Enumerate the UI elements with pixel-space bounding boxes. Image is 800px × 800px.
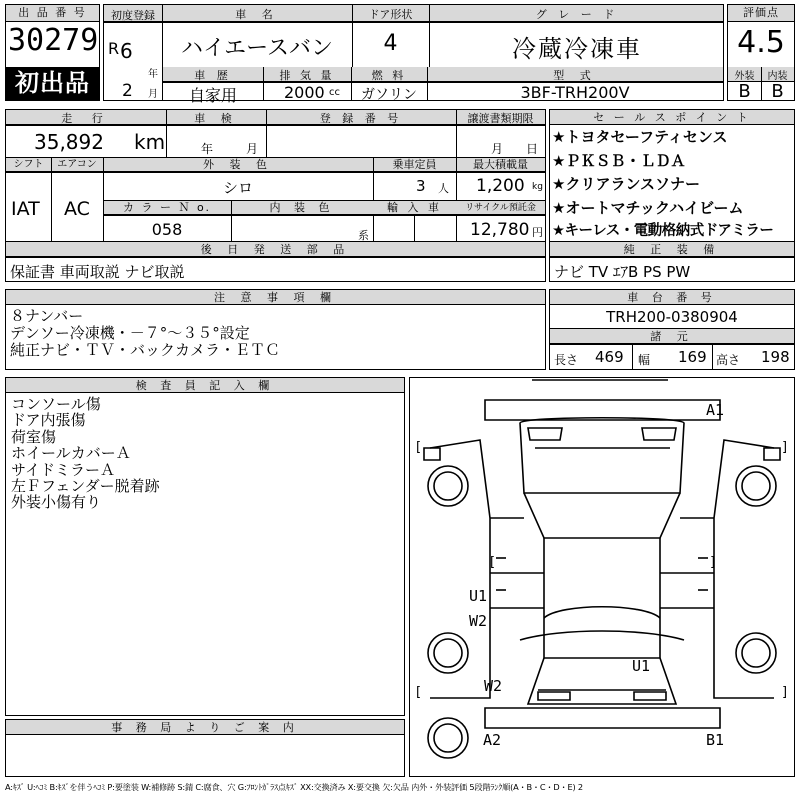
fuel-label: 燃 料: [371, 69, 407, 82]
later-parts-label: 後 日 発 送 部 品: [6, 242, 545, 257]
capacity-label: 乗車定員: [392, 158, 437, 171]
svg-text:]: ]: [710, 555, 716, 570]
lot-number-label: 出 品 番 号: [6, 5, 99, 22]
first-reg-label: 初度登録: [111, 9, 155, 22]
displacement-unit: cc: [329, 87, 340, 98]
length-label: 長さ: [554, 353, 579, 367]
mark-u1-left: U1: [469, 587, 488, 605]
car-name: ハイエースバン: [180, 36, 334, 61]
later-parts: 保証書 車両取説 ナビ取説: [10, 263, 185, 281]
mark-w2-left-upper: W2: [469, 612, 488, 630]
inspector-line: ホイールカバーＡ: [11, 444, 131, 463]
inspector-line: 外装小傷有り: [11, 493, 102, 512]
height-label: 高さ: [716, 353, 741, 367]
vehicle-info-table: [103, 4, 724, 105]
exterior-grade: B: [738, 81, 751, 102]
inspector-line: ドア内張傷: [11, 411, 86, 430]
model: 3BF-TRH200V: [520, 83, 630, 102]
inspector-lines: [11, 396, 160, 511]
notes-lines: [10, 308, 280, 359]
ac-label: エアコン: [57, 159, 97, 170]
sales-point: ★クリアランスソナー: [552, 175, 700, 193]
sales-points-box: [549, 109, 795, 282]
mileage-label: 走 行: [61, 112, 111, 125]
office-box: [5, 719, 405, 777]
ext-color-label: 外 装 色: [203, 158, 273, 171]
width-label: 幅: [638, 353, 651, 367]
inspector-line: 左Ｆフェンダー脱着跡: [11, 477, 160, 496]
capacity-unit: 人: [438, 182, 449, 195]
note-line: ８ナンバー: [10, 307, 84, 325]
inspection-label: 車 検: [194, 112, 238, 125]
displacement: 2000: [284, 83, 325, 102]
interior-grade: B: [771, 81, 784, 102]
inspector-box: [5, 377, 405, 716]
model-label: 型 式: [553, 69, 597, 82]
damage-diagram: [409, 377, 795, 777]
mark-b1: B1: [706, 731, 725, 749]
inspector-line: コンソール傷: [11, 395, 101, 413]
month: 2: [122, 81, 133, 101]
mark-w2-left-lower: W2: [484, 677, 503, 695]
sales-point: ★ＰＫＳＢ・ＬＤＡ: [552, 151, 686, 170]
svg-text:]: ]: [782, 685, 788, 700]
score-box: [727, 4, 795, 101]
recycle: 12,780: [470, 220, 530, 240]
lot-number: 30279: [8, 23, 99, 58]
displacement-label: 排 気 量: [279, 69, 335, 82]
sales-points-label: セ ー ル ス ポ イ ン ト: [550, 110, 794, 125]
color-no-label: カ ラ ー Ｎ o.: [122, 201, 212, 214]
score: 4.5: [737, 25, 785, 60]
door-label: ドア形状: [368, 8, 413, 21]
chassis-box: [549, 289, 795, 370]
shift: IAT: [11, 198, 40, 220]
notes-box: [5, 289, 546, 370]
capacity: 3: [416, 177, 426, 195]
chassis-number: TRH200-0380904: [606, 308, 738, 326]
score-label: 評価点: [728, 5, 794, 22]
interior-label: 内装: [767, 71, 788, 82]
chassis-label: 車 台 番 号: [550, 290, 794, 305]
inspector-line: 荷室傷: [11, 427, 57, 446]
max-load-label: 最大積載量: [473, 158, 528, 171]
mark-a2: A2: [483, 731, 502, 749]
grade: 冷蔵冷凍車: [512, 35, 642, 63]
fuel: ガソリン: [361, 87, 417, 103]
note-line: 純正ナビ・ＴＶ・バックカメラ・ＥＴＣ: [10, 341, 281, 359]
length: 469: [595, 348, 624, 366]
mileage: 35,892: [34, 130, 104, 154]
svg-text:]: ]: [782, 440, 788, 455]
equipment: ナビ TV ｴｱB PS PW: [554, 263, 691, 281]
sales-points-list: [552, 126, 773, 244]
history-label: 車 歴: [194, 69, 232, 82]
svg-text:[: [: [416, 685, 422, 700]
shift-label: シフト: [13, 159, 44, 170]
note-line: デンソー冷凍機・－７°～３５°設定: [10, 324, 250, 342]
grade-label: グ レ ー ド: [535, 8, 619, 21]
first-listing-badge: 初出品: [6, 67, 99, 100]
int-color-label: 内 装 色: [269, 201, 335, 214]
svg-text:[: [: [490, 555, 496, 570]
details-table: [5, 109, 546, 282]
max-load: 1,200: [476, 176, 525, 196]
car-name-label: 車 名: [235, 8, 279, 21]
doc-day-unit: 日: [526, 142, 539, 156]
import-label: 輸 入 車: [387, 201, 442, 214]
svg-text:[: [: [416, 440, 422, 455]
recycle-label: リサイクル預託金: [465, 203, 536, 213]
width: 169: [678, 348, 707, 366]
mark-a1: A1: [706, 401, 725, 419]
sales-point: ★オートマチックハイビーム: [552, 198, 744, 217]
insp-month-unit: 月: [246, 142, 259, 156]
year-unit: 年: [148, 69, 158, 80]
equipment-label: 純 正 装 備: [550, 242, 794, 257]
sales-point: ★トヨタセーフティセンス: [552, 128, 728, 146]
legend: A:ｷｽﾞ U:ﾍｺﾐ B:ｷｽﾞを伴うﾍｺﾐ P:要塗装 W:補修跡 S:錆 C:腐食、穴 G:ﾌﾛﾝﾄｶﾞﾗｽ点ｷｽﾞ XX:交換済み X:要交換 欠:欠品 内外・外装評価 5段階ﾗﾝｸ順(A・B・C・D・E) 2: [5, 782, 583, 792]
doors: 4: [383, 31, 398, 56]
history: 自家用: [188, 86, 237, 105]
insp-year-unit: 年: [201, 142, 214, 156]
height: 198: [761, 348, 790, 366]
era: R: [108, 39, 120, 58]
int-color-unit: 系: [358, 229, 369, 242]
month-unit: 月: [148, 89, 158, 100]
sales-point: ★キーレス・電動格納式ドアミラー: [552, 223, 774, 239]
office-label: 事 務 局 よ り ご 案 内: [6, 720, 404, 735]
spec-label: 諸 元: [550, 329, 794, 344]
recycle-unit: 円: [532, 226, 543, 239]
inspector-line: サイドミラーＡ: [11, 460, 115, 479]
van-diagram: [410, 378, 794, 776]
max-load-unit: kg: [532, 182, 543, 192]
ext-color: シロ: [222, 179, 253, 197]
notes-label: 注 意 事 項 欄: [6, 290, 545, 305]
mileage-unit: km: [134, 130, 166, 154]
inspector-label: 検 査 員 記 入 欄: [6, 378, 404, 393]
reg-no-label: 登 録 番 号: [319, 112, 403, 125]
exterior-label: 外装: [734, 71, 755, 82]
ac: AC: [64, 198, 90, 220]
color-no: 058: [151, 220, 183, 239]
lot-number-box: [5, 4, 100, 101]
doc-deadline-label: 譲渡書類期限: [467, 112, 534, 125]
doc-month-unit: 月: [491, 142, 504, 156]
mark-u1-rear: U1: [632, 657, 651, 675]
year: 6: [120, 39, 133, 63]
